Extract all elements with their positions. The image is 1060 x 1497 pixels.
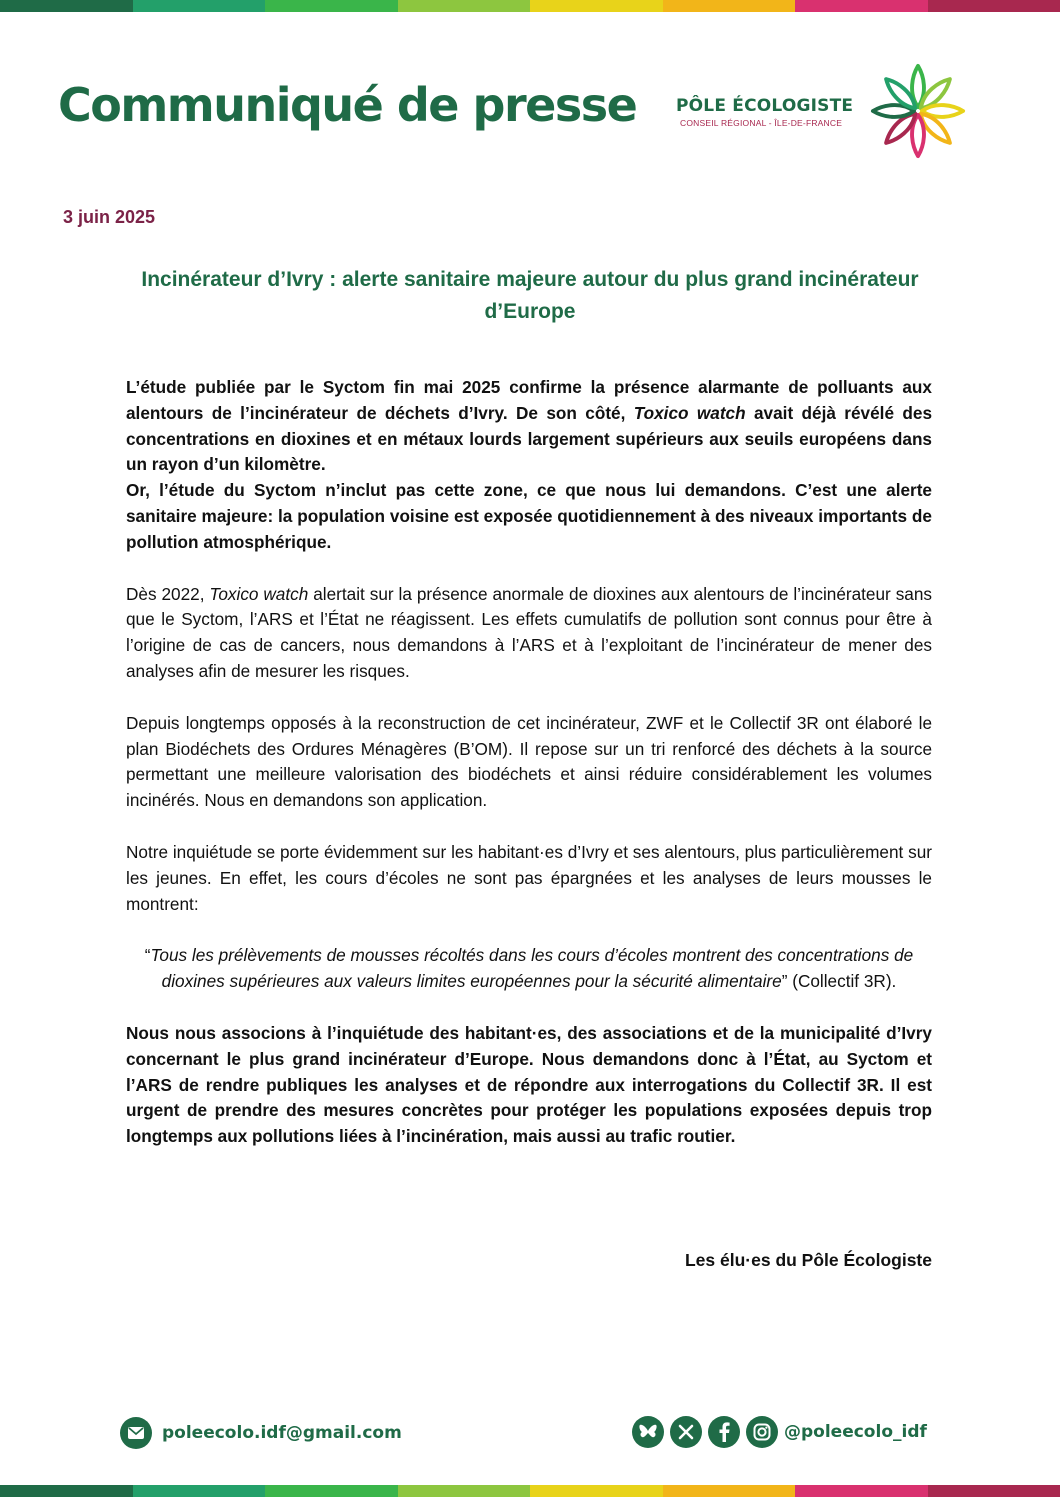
bottom-color-stripe <box>0 1485 1060 1497</box>
body-paragraph: Notre inquiétude se porte évidemment sur les habitant·es d’Ivry et ses alentours, plus particulièrement sur les jeunes. En effet, les cours d’écoles ne sont pas épargnées et les analyses de leurs mousses le montrent: <box>126 841 932 914</box>
quote: “Tous les prélèvements de mousses récoltés dans les cours d’écoles montrent des concentrations de dioxines supérieures aux valeurs limites européennes pour la sécurité alimentaire” (Collectif 3R). <box>144 945 914 992</box>
instagram-icon[interactable] <box>746 1416 778 1448</box>
stripe-segment <box>0 1485 133 1497</box>
stripe-segment <box>0 0 133 12</box>
stripe-segment <box>530 1485 663 1497</box>
footer-email <box>120 1417 402 1449</box>
logo-name: PÔLE ÉCOLOGISTE <box>676 96 854 116</box>
body-paragraph: Dès 2022, Toxico watch alertait sur la présence anormale de dioxines aux alentours de l’incinérateur sans que le Syctom, l’ARS et l’État ne réagissent. Les effets cumulatifs de pollution sont connus pour être à l’origine de cas de cancers, nous demandons à l’ARS et à l’exploitant de l’incinérateur de mener des analyses afin de mesurer les risques. <box>126 583 932 681</box>
stripe-segment <box>265 0 398 12</box>
bluesky-icon[interactable] <box>632 1416 664 1448</box>
stripe-segment <box>795 0 928 12</box>
stripe-segment <box>663 1485 796 1497</box>
page-title: Communiqué de presse <box>58 78 637 132</box>
lead-paragraph: L’étude publiée par le Syctom fin mai 2025 confirme la présence alarmante de polluants aux alentours de l’incinérateur de déchets d’Ivry. De son côté, Toxico watch avait déjà révélé des concentrations en dioxines et en métaux lourds largement supérieurs aux seuils européens dans un rayon d’un kilomètre. <box>126 377 932 475</box>
social-handle[interactable]: @poleecolo_idf <box>784 1422 927 1442</box>
press-release-date: 3 juin 2025 <box>63 207 156 227</box>
top-color-stripe <box>0 0 1060 12</box>
stripe-segment <box>530 0 663 12</box>
x-icon[interactable] <box>670 1416 702 1448</box>
closing-paragraph: Nous nous associons à l’inquiétude des habitant·es, des associations et de la municipalité d’Ivry concernant le plus grand incinérateur d’Europe. Nous demandons donc à l’État, au Syctom et l’ARS de rendre publiques les analyses et de répondre aux interrogations du Collectif 3R. Il est urgent de prendre des mesures concrètes pour protéger les populations exposées depuis trop longtemps aux pollutions liées à l’incinération, mais aussi au trafic routier. <box>126 1022 932 1147</box>
stripe-segment <box>928 0 1060 12</box>
mail-icon[interactable] <box>120 1417 152 1449</box>
closing-section <box>126 1021 932 1150</box>
stripe-segment <box>928 1485 1060 1497</box>
flower-logo-icon <box>868 62 968 160</box>
headline: Incinérateur d’Ivry : alerte sanitaire majeure autour du plus grand incinérateur d’Europe <box>141 268 919 323</box>
lead-paragraph: Or, l’étude du Syctom n’inclut pas cette zone, ce que nous lui demandons. C’est une alerte sanitaire majeure: la population voisine est exposée quotidiennement à des niveaux importants de pollution atmosphérique. <box>126 480 932 552</box>
body-paragraph: Depuis longtemps opposés à la reconstruction de cet incinérateur, ZWF et le Collectif 3R ont élaboré le plan Biodéchets des Ordures Ménagères (B’OM). Il repose sur un tri renforcé des déchets à la source permettant une meilleure valorisation des biodéchets et ainsi réduire considérablement les volumes incinérés. Nous en demandons son application. <box>126 712 932 811</box>
lead-section <box>126 375 932 556</box>
email-link[interactable]: poleecolo.idf@gmail.com <box>162 1423 402 1443</box>
stripe-segment <box>133 0 266 12</box>
stripe-segment <box>398 0 531 12</box>
stripe-segment <box>398 1485 531 1497</box>
press-release-body <box>126 375 932 1150</box>
footer-social <box>632 1416 927 1448</box>
facebook-icon[interactable] <box>708 1416 740 1448</box>
logo-subtitle: CONSEIL RÉGIONAL - ÎLE-DE-FRANCE <box>680 118 843 128</box>
stripe-segment <box>795 1485 928 1497</box>
pole-ecologiste-logo <box>672 62 972 162</box>
signature: Les élu·es du Pôle Écologiste <box>684 1250 932 1270</box>
stripe-segment <box>265 1485 398 1497</box>
stripe-segment <box>663 0 796 12</box>
stripe-segment <box>133 1485 266 1497</box>
